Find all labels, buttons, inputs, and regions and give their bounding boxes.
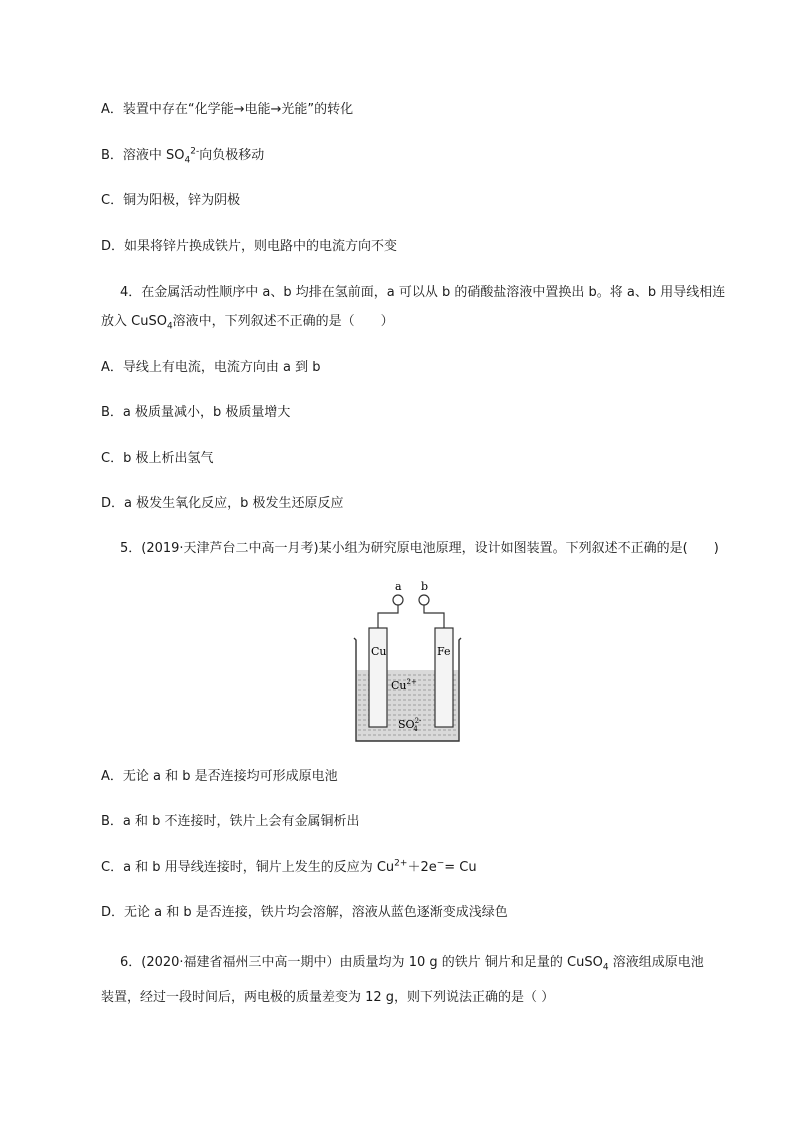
q5-option-c-text: C．a 和 b 用导线连接时，铜片上发生的反应为 Cu [101, 860, 395, 875]
ion-cu-charge: 2+ [406, 678, 417, 686]
q5-stem: 5．(2019·天津芦台二中高一月考)某小组为研究原电池原理，设计如图装置。下列叙述不正确的是( ) [120, 541, 719, 556]
q3-option-d: D．如果将锌片换成铁片，则电路中的电流方向不变 [101, 239, 398, 254]
q6-stem-line1-text: 6．(2020·福建省福州三中高一期中）由质量均为 10 g 的铁片 铜片和足量的 CuSO [120, 955, 603, 970]
q3-option-a: A．装置中存在“化学能→电能→光能”的转化 [101, 102, 354, 117]
q5-option-d: D．无论 a 和 b 是否连接，铁片均会溶解，溶液从蓝色逐渐变成浅绿色 [101, 905, 508, 920]
q4-stem-line2-text: 放入 CuSO [101, 314, 167, 329]
q4-option-b: B．a 极质量减小，b 极质量增大 [101, 405, 291, 420]
q4-stem-sub: 4 [166, 321, 173, 332]
q3-option-b-sub: 4 [184, 155, 191, 166]
q3-option-c: C．铜为阳极，锌为阴极 [101, 193, 241, 208]
q4-stem-line1: 4．在金属活动性顺序中 a、b 均排在氢前面，a 可以从 b 的硝酸盐溶液中置换出 b。将 a、b 用导线相连 [120, 285, 726, 300]
label-b: b [421, 580, 429, 593]
q5-option-c-mid: ＋2e [407, 860, 437, 875]
wire-b [424, 605, 444, 628]
q4-stem-line2-tail: 溶液中，下列叙述不正确的是（ ） [172, 314, 394, 329]
ion-sulfate-charge: 2- [414, 717, 422, 725]
label-a: a [395, 580, 402, 593]
copper-electrode [369, 628, 387, 727]
q4-option-a: A．导线上有电流，电流方向由 a 到 b [101, 360, 321, 375]
wire-a [378, 605, 398, 628]
terminal-b [419, 595, 429, 605]
q3-option-b-sup: 2- [190, 146, 200, 157]
q5-option-c-electron: − [436, 858, 445, 869]
ion-sulfate-sub: 4 [413, 725, 418, 733]
label-fe: Fe [437, 645, 451, 658]
q6-stem-line2: 装置，经过一段时间后，两电极的质量差变为 12 g，则下列说法正确的是（ ） [101, 990, 555, 1005]
q6-stem-line1-tail: 溶液组成原电池 [608, 955, 704, 970]
q6-stem-sub: 4 [602, 962, 609, 973]
ion-sulfate-symbol: SO [398, 718, 415, 731]
iron-electrode [435, 628, 453, 727]
q4-stem-line2 [101, 313, 394, 331]
q4-option-c: C．b 极上析出氢气 [101, 451, 214, 466]
label-cu: Cu [371, 645, 387, 658]
galvanic-cell-figure [350, 578, 465, 746]
ion-cu-symbol: Cu [391, 679, 407, 692]
q4-option-d: D．a 极发生氧化反应，b 极发生还原反应 [101, 496, 344, 511]
terminal-a [393, 595, 403, 605]
q3-option-b [101, 147, 264, 165]
q5-option-a: A．无论 a 和 b 是否连接均可形成原电池 [101, 769, 338, 784]
q6-stem-line1 [120, 954, 704, 972]
q5-option-b: B．a 和 b 不连接时，铁片上会有金属铜析出 [101, 814, 360, 829]
q5-option-c-tail: = Cu [444, 860, 477, 875]
q5-option-c-charge: 2+ [394, 858, 408, 869]
q5-option-c [101, 859, 477, 877]
q3-option-b-text: B．溶液中 SO [101, 148, 185, 163]
q3-option-b-tail: 向负极移动 [199, 148, 265, 163]
